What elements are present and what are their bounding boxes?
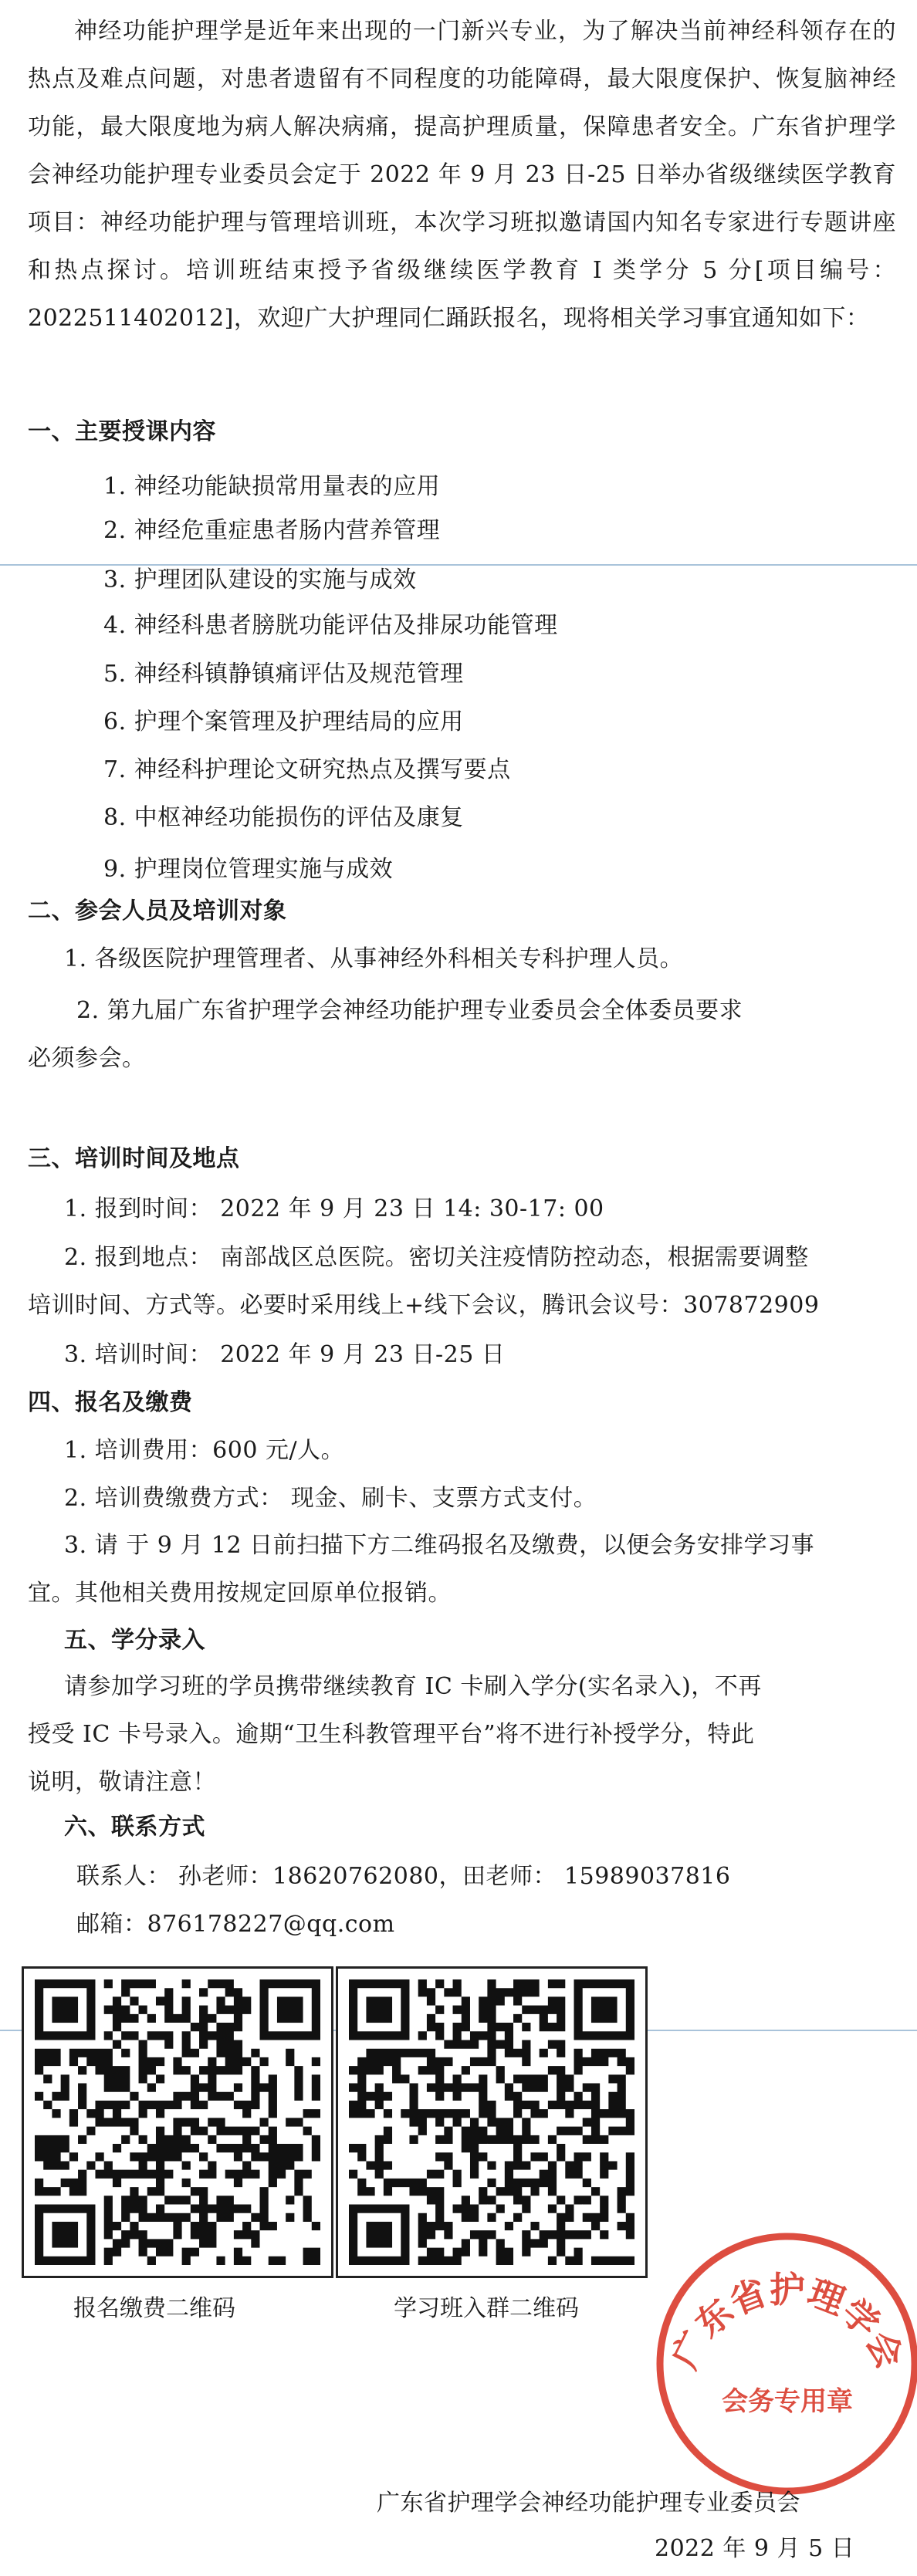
course-item: 6. 护理个案管理及护理结局的应用 <box>103 708 464 735</box>
participants-item-continued: 必须参会。 <box>28 1045 146 1072</box>
registration-item: 3. 请 于 9 月 12 日前扫描下方二维码报名及缴费，以便会务安排学习事 <box>64 1532 815 1559</box>
section-title-contact: 六、联系方式 <box>64 1814 205 1841</box>
section-title-time-place: 三、培训时间及地点 <box>28 1145 240 1172</box>
course-item: 4. 神经科患者膀胱功能评估及排尿功能管理 <box>103 612 558 639</box>
section-title-courses: 一、主要授课内容 <box>28 418 216 445</box>
qr-code-icon <box>24 1969 331 2276</box>
qr-finder-center <box>52 1996 78 2023</box>
qr-finder-center <box>52 2222 78 2248</box>
qr-code-icon <box>338 1969 645 2276</box>
course-item: 3. 护理团队建设的实施与成效 <box>103 566 417 593</box>
svg-text:广东省护理学会: 广东省护理学会 <box>663 2269 912 2375</box>
credits-text: 说明，敬请注意！ <box>28 1769 216 1796</box>
official-seal-icon <box>641 2206 917 2499</box>
registration-item: 2. 培训费缴费方式： 现金、刷卡、支票方式支付。 <box>64 1485 597 1512</box>
registration-item: 1. 培训费用：600 元/人。 <box>64 1437 345 1464</box>
contact-persons: 联系人： 孙老师：18620762080，田老师： 15989037816 <box>76 1863 731 1890</box>
time-place-item: 3. 培训时间： 2022 年 9 月 23 日-25 日 <box>64 1341 506 1368</box>
credits-text: 授受 IC 卡号录入。逾期“卫生科教管理平台”将不进行补授学分，特此 <box>28 1721 755 1748</box>
course-item: 2. 神经危重症患者肠内营养管理 <box>103 517 441 544</box>
time-place-item-continued: 培训时间、方式等。必要时采用线上+线下会议，腾讯会议号：307872909 <box>28 1292 820 1319</box>
svg-text:会务专用章: 会务专用章 <box>722 2386 853 2417</box>
time-place-item: 1. 报到时间： 2022 年 9 月 23 日 14: 30-17: 00 <box>64 1195 604 1222</box>
issue-date: 2022 年 9 月 5 日 <box>655 2535 855 2562</box>
qr-finder-center <box>366 1996 392 2023</box>
qr-finder-center <box>366 2222 392 2248</box>
course-item: 7. 神经科护理论文研究热点及撰写要点 <box>103 756 511 783</box>
course-item: 9. 护理岗位管理实施与成效 <box>103 856 394 883</box>
registration-item-continued: 宜。其他相关费用按规定回原单位报销。 <box>28 1580 452 1607</box>
qr-finder-center <box>277 1996 303 2023</box>
contact-email: 邮箱：876178227@qq.com <box>76 1911 395 1938</box>
section-title-participants: 二、参会人员及培训对象 <box>28 898 287 925</box>
participants-item: 2. 第九届广东省护理学会神经功能护理专业委员会全体委员要求 <box>76 997 743 1024</box>
credits-text: 请参加学习班的学员携带继续教育 IC 卡刷入学分(实名录入)，不再 <box>64 1673 762 1700</box>
group-qr-caption: 学习班入群二维码 <box>394 2295 579 2322</box>
group-qr-code-icon[interactable] <box>336 1966 648 2278</box>
participants-item: 1. 各级医院护理管理者、从事神经外科相关专科护理人员。 <box>64 945 684 972</box>
course-item: 5. 神经科镇静镇痛评估及规范管理 <box>103 661 464 688</box>
qr-finder-center <box>591 1996 618 2023</box>
intro-paragraph: 神经功能护理学是近年来出现的一门新兴专业，为了解决当前神经科领存在的热点及难点问题，对患者遗留有不同程度的功能障碍，最大限度保护、恢复脑神经功能，最大限度地为病人解决病痛，提高护理质量，保障患者安全。广东省护理学会神经功能护理专业委员会定于 2022 年 9 月 23 日-25 日举办省级继续医学教育项目：神经功能护理与管理培训班，本次学习班拟邀请国内知名专家进行专题讲座和热点探讨。培训班结束授予省级继续医学教育 I 类学分 5 分[项目编号：2022511402012]，欢迎广大护理同仁踊跃报名，现将相关学习事宜通知如下： <box>28 18 896 332</box>
time-place-item: 2. 报到地点： 南部战区总医院。密切关注疫情防控动态，根据需要调整 <box>64 1244 809 1271</box>
course-item: 8. 中枢神经功能损伤的评估及康复 <box>103 804 464 831</box>
issuing-organization: 广东省护理学会神经功能护理专业委员会 <box>377 2490 800 2517</box>
registration-qr-caption: 报名缴费二维码 <box>73 2295 235 2322</box>
course-item: 1. 神经功能缺损常用量表的应用 <box>103 473 441 500</box>
registration-qr-code-icon[interactable] <box>22 1966 333 2278</box>
section-title-credits: 五、学分录入 <box>64 1627 205 1654</box>
section-title-registration: 四、报名及缴费 <box>28 1389 193 1416</box>
